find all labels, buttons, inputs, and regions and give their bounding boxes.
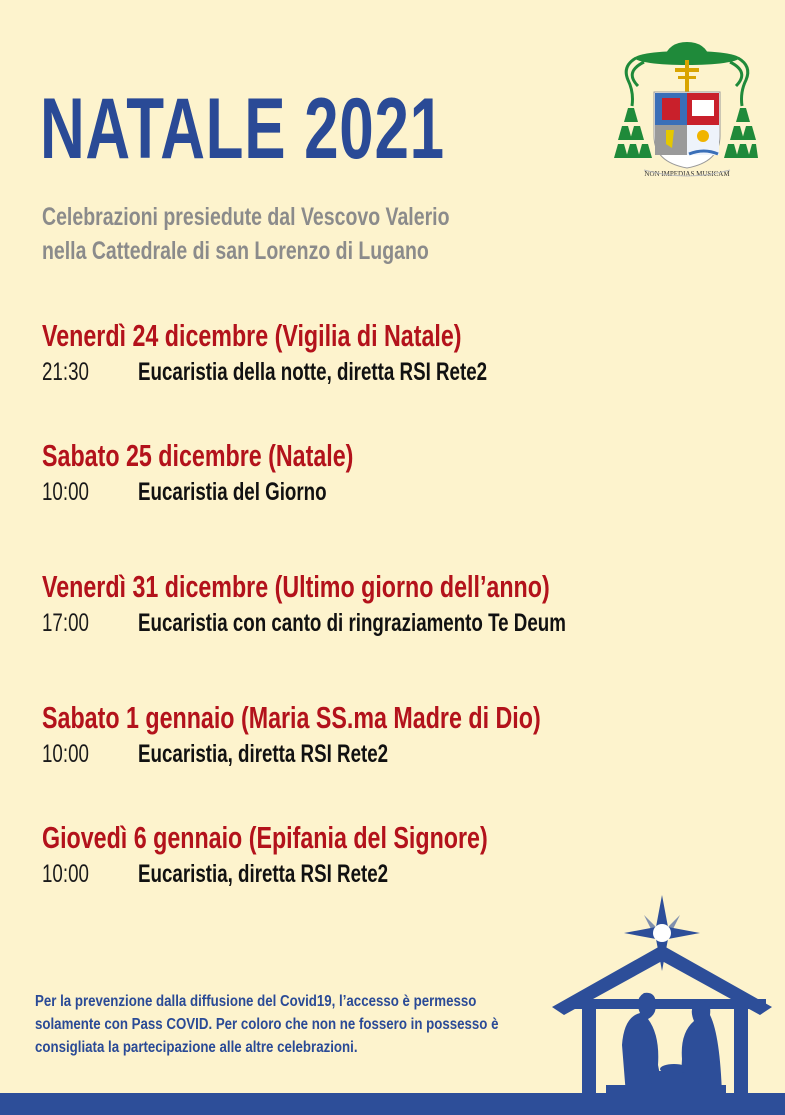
event-time: 10:00 <box>42 860 89 888</box>
event-item <box>42 569 719 643</box>
event-title: Venerdì 24 dicembre (Vigilia di Natale) <box>42 318 462 353</box>
event-title: Giovedì 6 gennaio (Epifania del Signore) <box>42 820 488 855</box>
event-item <box>42 820 636 894</box>
event-title: Sabato 1 gennaio (Maria SS.ma Madre di Dio) <box>42 700 541 735</box>
event-description: Eucaristia della notte, diretta RSI Rete2 <box>138 358 488 386</box>
page-subtitle <box>42 200 564 268</box>
event-description: Eucaristia, diretta RSI Rete2 <box>138 860 389 888</box>
footer-bar <box>0 1093 785 1115</box>
event-title: Venerdì 31 dicembre (Ultimo giorno dell’anno) <box>42 569 550 604</box>
notice-line-1: Per la prevenzione dalla diffusione del Covid19, l’accesso è permesso <box>35 993 477 1010</box>
event-description: Eucaristia del Giorno <box>138 478 327 506</box>
event-item <box>42 318 601 392</box>
event-time: 21:30 <box>42 358 89 386</box>
notice-line-3: consigliata la partecipazione alle altre celebrazioni. <box>35 1039 358 1056</box>
event-time: 10:00 <box>42 740 89 768</box>
page-title: NATALE 2021 <box>40 81 445 177</box>
bishop-coat-of-arms <box>614 36 760 196</box>
nativity-scene-icon <box>552 895 782 1095</box>
subtitle-line-1: Celebrazioni presiedute dal Vescovo Valerio <box>42 203 450 231</box>
event-item <box>42 700 707 774</box>
event-title: Sabato 25 dicembre (Natale) <box>42 438 354 473</box>
event-item <box>42 438 457 512</box>
event-description: Eucaristia, diretta RSI Rete2 <box>138 740 389 768</box>
event-time: 10:00 <box>42 478 89 506</box>
event-time: 17:00 <box>42 609 89 637</box>
event-description: Eucaristia con canto di ringraziamento Te Deum <box>138 609 566 637</box>
subtitle-line-2: nella Cattedrale di san Lorenzo di Lugano <box>42 237 429 265</box>
notice-line-2: solamente con Pass COVID. Per coloro che non ne fossero in possesso è <box>35 1016 499 1033</box>
crest-motto: NON IMPEDIAS MUSICAM <box>644 170 730 178</box>
